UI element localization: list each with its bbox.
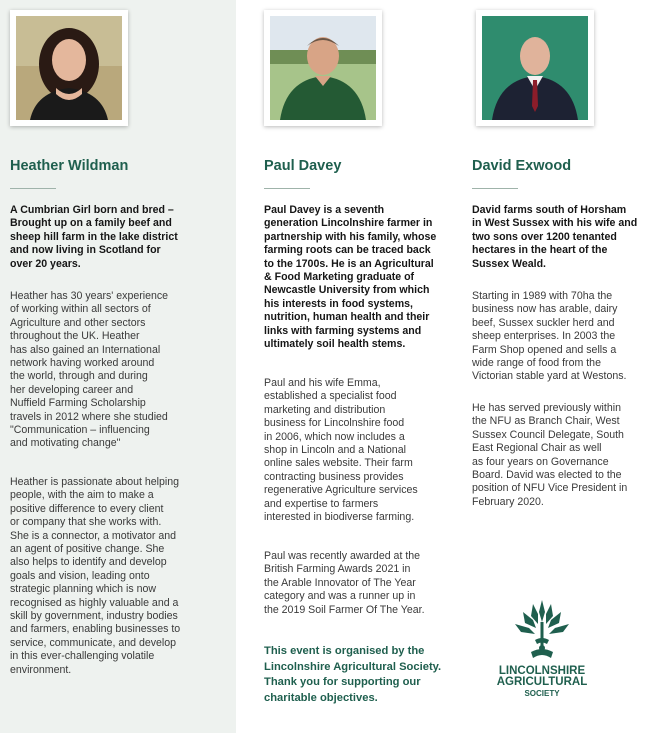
photo-david-exwood	[476, 10, 594, 126]
portrait-image	[482, 16, 588, 120]
person-name: Heather Wildman	[10, 158, 129, 174]
person-bio-paragraph: Starting in 1989 with 70ha the business now has arable, dairy beef, Sussex suckler herd and sheep enterprises. In 2003 the Farm Shop opened and sells a wide range of food from the Victorian stable yard at Westons.	[472, 290, 627, 383]
person-intro: Paul Davey is a seventh generation Lincolnshire farmer in partnership with his family, whose farming roots can be traced back to the 1700s. He is an Agricultural & Food Marketing graduate of Newcastle University from which his interests in food systems, nutrition, human health and their links with farming systems and ultimately soil health stems.	[264, 204, 437, 351]
profile-column-paul	[236, 0, 450, 733]
photo-heather-wildman	[10, 10, 128, 126]
closing-message: This event is organised by the Lincolnshire Agricultural Society. Thank you for supporting our charitable objectives.	[264, 645, 442, 704]
person-intro: A Cumbrian Girl born and bred – Brought up on a family beef and sheep hill farm in the lake district and now living in Scotland for over 20 years.	[10, 204, 178, 270]
profile-column-david	[450, 0, 668, 733]
divider	[264, 188, 310, 189]
logo-text-line: AGRICULTURAL	[496, 676, 588, 688]
person-bio-paragraph: He has served previously within the NFU as Branch Chair, West Sussex Council Delegate, South East Regional Chair as well as four years on Governance Board. David was elected to the position of NFU Vice President in February 2020.	[472, 402, 628, 508]
profile-column-heather	[0, 0, 236, 733]
portrait-image	[270, 16, 376, 120]
logo-text-line: LINCOLNSHIRE	[498, 665, 586, 677]
society-logo	[482, 596, 602, 699]
person-bio-paragraph: Heather has 30 years' experience of working within all sectors of Agriculture and other sectors throughout the UK. Heather has also gained an International network having worked around the world, through and during her developing career and Nuffield Farming Scholarship travels in 2012 where she studied "Communication – influencing and motivating change"	[10, 290, 169, 450]
photo-paul-davey	[264, 10, 382, 126]
person-name: Paul Davey	[264, 158, 342, 174]
divider	[472, 188, 518, 189]
person-intro: David farms south of Horsham in West Sussex with his wife and two sons over 1200 tenanted hectares in the heart of the Sussex Weald.	[472, 204, 638, 270]
logo-text-line: SOCIETY	[524, 689, 560, 698]
person-bio-paragraph: Paul and his wife Emma, established a specialist food marketing and distribution business for Lincolnshire food in 2006, which now includes a shop in Lincoln and a National online sales website. Their farm contracting business provides regenerative Agriculture services and expertise to farmers interested in biodiverse farming.	[264, 377, 418, 524]
person-bio-paragraph: Paul was recently awarded at the British Farming Awards 2021 in the Arable Innovator of The Year category and was a runner up in the 2019 Soil Farmer Of The Year.	[264, 550, 425, 616]
divider	[10, 188, 56, 189]
person-bio-paragraph: Heather is passionate about helping people, with the aim to make a positive difference to every client or company that she works with. She is a connector, a motivator and an agent of positive change. She also helps to identify and develop goals and vision, leading onto strategic planning which is now recognised as highly valuable and a skill by government, industry bodies and farmers, enabling businesses to service, communicate, and develop in this ever-challenging volatile environment.	[10, 476, 181, 676]
wheat-sheaf-icon	[511, 596, 573, 666]
person-name: David Exwood	[472, 158, 572, 174]
portrait-image	[16, 16, 122, 120]
